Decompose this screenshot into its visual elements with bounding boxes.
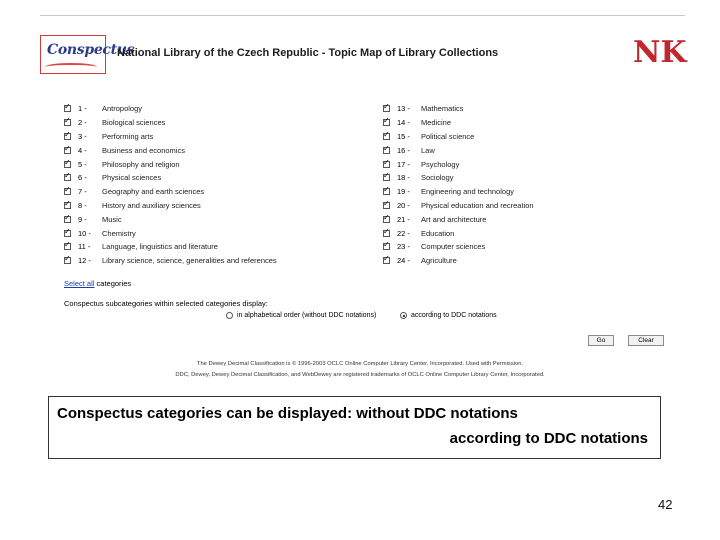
category-checkbox[interactable] <box>383 105 390 112</box>
nk-logo <box>633 35 687 70</box>
category-label: Physical sciences <box>102 173 162 183</box>
category-checkbox[interactable] <box>64 230 71 237</box>
category-label: Law <box>421 145 435 155</box>
category-number: 17 - <box>397 159 410 169</box>
category-number: 7 - <box>78 187 87 197</box>
category-checkbox[interactable] <box>64 161 71 168</box>
category-number: 16 - <box>397 145 410 155</box>
category-number: 13 - <box>397 104 410 114</box>
category-item[interactable] <box>383 254 534 268</box>
caption-line-1: Conspectus categories can be displayed: without DDC notations <box>57 405 518 422</box>
radio-ddc[interactable] <box>400 312 497 319</box>
category-item[interactable] <box>383 157 534 171</box>
category-checkbox[interactable] <box>383 133 390 140</box>
category-label: Chemistry <box>102 228 136 238</box>
category-label: Engineering and technology <box>421 187 514 197</box>
go-button[interactable]: Go <box>588 335 614 346</box>
category-checkbox[interactable] <box>383 257 390 264</box>
category-label: Geography and earth sciences <box>102 187 205 197</box>
category-label: Agriculture <box>421 256 457 266</box>
category-item[interactable] <box>383 130 534 144</box>
category-label: Biological sciences <box>102 118 166 128</box>
category-column-left <box>64 102 277 268</box>
category-number: 12 - <box>78 256 91 266</box>
copyright-line-1: The Dewey Decimal Classification is © 1996-2003 OCLC Online Computer Library Center, Incorporated. Used with Permission. <box>196 361 524 367</box>
category-item[interactable] <box>383 102 534 116</box>
radio-label: in alphabetical order (without DDC notations) <box>237 312 377 319</box>
category-number: 9 - <box>78 214 87 224</box>
category-checkbox[interactable] <box>64 133 71 140</box>
select-all-line <box>64 279 131 288</box>
category-item[interactable] <box>383 199 534 213</box>
category-number: 18 - <box>397 173 410 183</box>
page-number: 42 <box>658 497 673 512</box>
category-number: 21 - <box>397 214 410 224</box>
category-checkbox[interactable] <box>383 174 390 181</box>
category-item[interactable] <box>383 240 534 254</box>
category-item[interactable] <box>383 226 534 240</box>
category-checkbox[interactable] <box>383 119 390 126</box>
category-label: History and auxiliary sciences <box>102 200 201 210</box>
logo-text: Conspectus <box>47 42 135 58</box>
subcategories-label: Conspectus subcategories within selected categories display: <box>64 299 268 308</box>
category-item[interactable] <box>383 185 534 199</box>
category-item[interactable] <box>383 116 534 130</box>
category-number: 24 - <box>397 256 410 266</box>
category-item[interactable] <box>64 199 277 213</box>
category-label: Education <box>421 228 455 238</box>
category-checkbox[interactable] <box>64 174 71 181</box>
category-checkbox[interactable] <box>64 257 71 264</box>
category-number: 11 - <box>78 242 91 252</box>
category-label: Art and architecture <box>421 214 487 224</box>
category-item[interactable] <box>64 157 277 171</box>
radio-button[interactable] <box>226 312 233 319</box>
page-title: National Library of the Czech Republic - Topic Map of Library Collections <box>117 47 499 59</box>
category-label: Language, linguistics and literature <box>102 242 218 252</box>
category-checkbox[interactable] <box>383 188 390 195</box>
category-checkbox[interactable] <box>383 216 390 223</box>
category-label: Sociology <box>421 173 454 183</box>
category-number: 15 - <box>397 131 410 141</box>
copyright-line-2: DDC, Dewey, Dewey Decimal Classification, and WebDewey are registered trademarks of OCLC Online Computer Library Center, Incorporated. <box>175 372 545 378</box>
category-checkbox[interactable] <box>64 216 71 223</box>
category-label: Medicine <box>421 118 452 128</box>
category-number: 8 - <box>78 200 87 210</box>
category-checkbox[interactable] <box>64 105 71 112</box>
category-label: Psychology <box>421 159 460 169</box>
category-label: Computer sciences <box>421 242 486 252</box>
category-label: Antropology <box>102 104 143 114</box>
radio-label: according to DDC notations <box>411 312 497 319</box>
select-all-suffix: categories <box>94 279 132 288</box>
category-label: Business and economics <box>102 145 185 155</box>
category-item[interactable] <box>64 185 277 199</box>
category-checkbox[interactable] <box>64 202 71 209</box>
radio-button[interactable] <box>400 312 407 319</box>
category-column-right <box>383 102 534 268</box>
category-number: 20 - <box>397 200 410 210</box>
category-label: Music <box>102 214 122 224</box>
category-number: 1 - <box>78 104 87 114</box>
category-checkbox[interactable] <box>64 147 71 154</box>
category-item[interactable] <box>64 102 277 116</box>
category-label: Mathematics <box>421 104 464 114</box>
logo-swoosh <box>45 63 97 71</box>
category-label: Political science <box>421 131 475 141</box>
category-item[interactable] <box>64 130 277 144</box>
category-label: Library science, science, generalities and references <box>102 256 277 266</box>
category-item[interactable] <box>64 254 277 268</box>
clear-button[interactable]: Clear <box>628 335 664 346</box>
category-item[interactable] <box>64 212 277 226</box>
category-number: 6 - <box>78 173 87 183</box>
category-number: 2 - <box>78 118 87 128</box>
category-number: 4 - <box>78 145 87 155</box>
category-checkbox[interactable] <box>64 188 71 195</box>
category-number: 19 - <box>397 187 410 197</box>
conspectus-logo <box>40 35 135 74</box>
category-checkbox[interactable] <box>383 243 390 250</box>
category-number: 5 - <box>78 159 87 169</box>
caption-box <box>48 396 661 459</box>
category-checkbox[interactable] <box>383 147 390 154</box>
category-label: Performing arts <box>102 131 154 141</box>
category-number: 14 - <box>397 118 410 128</box>
category-number: 3 - <box>78 131 87 141</box>
category-checkbox[interactable] <box>383 202 390 209</box>
category-item[interactable] <box>383 171 534 185</box>
category-item[interactable] <box>64 240 277 254</box>
category-item[interactable] <box>64 116 277 130</box>
category-number: 10 - <box>78 228 91 238</box>
category-checkbox[interactable] <box>383 161 390 168</box>
top-divider <box>40 15 685 16</box>
category-checkbox[interactable] <box>383 230 390 237</box>
category-item[interactable] <box>64 171 277 185</box>
category-item[interactable] <box>64 226 277 240</box>
category-item[interactable] <box>383 212 534 226</box>
category-label: Physical education and recreation <box>421 200 534 210</box>
category-checkbox[interactable] <box>64 119 71 126</box>
select-all-link[interactable]: Select all <box>64 279 95 288</box>
category-item[interactable] <box>383 143 534 157</box>
category-checkbox[interactable] <box>64 243 71 250</box>
category-item[interactable] <box>64 143 277 157</box>
category-number: 22 - <box>397 228 410 238</box>
category-number: 23 - <box>397 242 410 252</box>
caption-line-2: according to DDC notations <box>449 430 648 447</box>
nk-logo-text: NK <box>633 35 687 70</box>
category-label: Philosophy and religion <box>102 159 180 169</box>
radio-alphabetical[interactable] <box>226 312 376 319</box>
